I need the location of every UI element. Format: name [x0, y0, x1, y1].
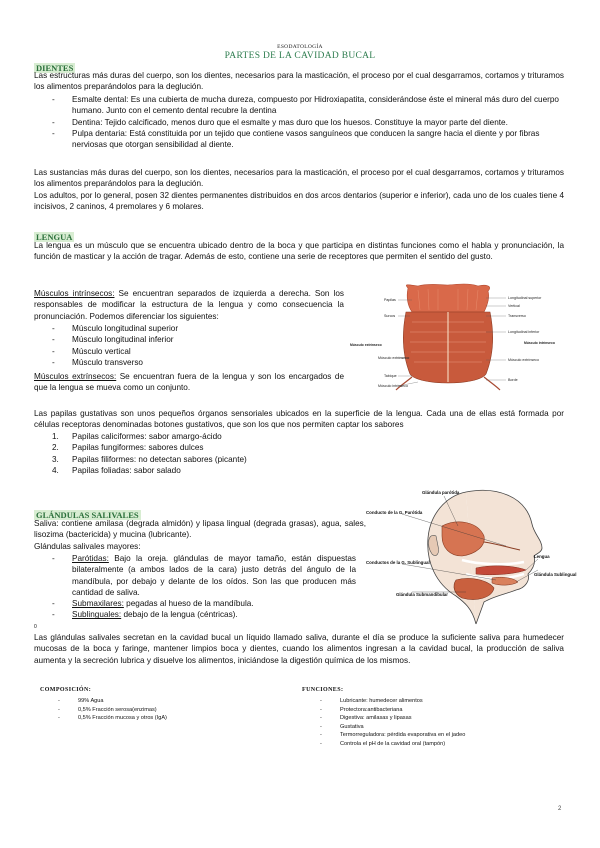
funciones-heading: FUNCIONES:	[302, 687, 344, 693]
list-item: - Esmalte dental: Es una cubierta de mucha dureza, compuesto por Hidroxiapatita, considerándose éste el mineral más duro del cuerpo humano. Junto con el cemento dental recubre la dentina	[52, 95, 559, 116]
dientes-heading: DIENTES	[36, 63, 74, 73]
side-label-right: Músculo intrínseco	[524, 341, 555, 345]
glandulas-closing: Las glándulas salivales secretan en la cavidad bucal un líquido llamado saliva, durante el día se produce la suficiente saliva para humedecer mucosas de la boca y faringe, mantener limpios boca y dientes, cuando los alimentos ingresan a la cavidad bucal, la producción de saliva aumenta y la secreción lubrica y disuelve los alimentos, iniciándose la digestión química de los mismos.	[34, 633, 564, 665]
head-outline	[466, 490, 542, 624]
label-surcos: Surcos	[384, 314, 396, 318]
label-transverso: Transverso	[508, 314, 526, 318]
label-parotida: Glándula parótida	[422, 490, 460, 495]
muscle-list	[34, 323, 334, 368]
label-conducto-parotida: Conducto de la G. Parótida	[366, 510, 423, 515]
list-item: - Submaxilares: pegadas al hueso de la mandíbula.	[52, 599, 254, 609]
subject-header: ESODATOLOGÍA	[277, 44, 323, 50]
label-tabique: Tabique	[384, 374, 397, 378]
composicion-list	[40, 697, 260, 723]
mayores-label: Glándulas salivales mayores:	[34, 542, 141, 551]
label-extrinseco-right: Músculo extrínseco	[508, 358, 539, 362]
list-item: - 0,5% Fracción serosa(enzimas)	[58, 706, 157, 713]
list-item: 2. Papilas fungiformes: sabores dulces	[52, 443, 204, 453]
dientes-repeat: Las sustancias más duras del cuerpo, son los dientes, necesarios para la masticación, el proceso por el cual desgarramos, cortamos y trituramos los alimentos preparándolos para la deglución.	[34, 168, 564, 189]
papilas-intro: Las papilas gustativas son unos pequeños órganos sensoriales ubicados en la superficie de la lengua. Cada una de ellas está formada por células receptoras denominadas botones gustativos, que son los que nos permiten captar los sabores	[34, 409, 564, 430]
label-sublingual: Glándula Sublingual	[534, 572, 577, 577]
label-long-inferior: Longitudinal inferior	[508, 330, 540, 334]
list-item: 3. Papilas filiformes: no detectan sabores (picante)	[52, 454, 247, 464]
list-item: 1. Papilas caliciformes: sabor amargo-ácido	[52, 432, 222, 441]
glandulas-list	[34, 553, 356, 621]
list-item: - Músculo transverso	[52, 357, 143, 367]
list-item: - Protectora:antibacteriana	[320, 706, 403, 713]
composicion-heading: COMPOSICIÓN:	[40, 687, 92, 693]
label-intrinseco-left: Músculo intrínseco	[378, 384, 408, 388]
label-lengua: Lengua	[534, 554, 550, 559]
extrinsecos-paragraph	[34, 371, 344, 394]
label-papilas: Papilas	[384, 298, 396, 302]
funciones-list	[302, 697, 542, 749]
list-item: - Termorreguladora: pérdida evaporativa en el jadeo	[320, 732, 466, 739]
dientes-list	[34, 94, 564, 150]
label-conductos-sublingual: Conductos de la G. Sublingual	[366, 560, 430, 565]
side-label-left: Músculo extrínseco	[350, 343, 382, 347]
list-item: - Digestiva: amilasas y lipasas	[320, 715, 412, 722]
label-vertical: Vertical	[508, 304, 520, 308]
page-number: 2	[558, 806, 562, 812]
list-item: - Músculo longitudinal superior	[52, 324, 179, 333]
label-submandibular: Glándula Submandibular	[396, 592, 448, 597]
extrinsecos-text: Se encuentran fuera de la lengua y son los encargados de que la lengua se mueva como un conjunto.	[34, 372, 345, 393]
list-item: - Dentina: Tejido calcificado, menos duro que el esmalte y mas duro que los huesos. Constituye la mayor parte del diente.	[52, 117, 508, 127]
list-item: - Pulpa dentaria: Está constituida por un tejido que contiene vasos sanguíneos que conducen la sangre hacia el diente y por fibras nerviosas que otorgan sensibilidad al diente.	[52, 128, 540, 150]
lengua-heading: LENGUA	[36, 232, 73, 242]
list-item: 4. Papilas foliadas: sabor salado	[52, 465, 181, 475]
list-item: - Controla el pH de la cavidad oral (tampón)	[320, 740, 446, 747]
list-item: - Gustativa	[320, 723, 364, 730]
label-long-superior: Longitudinal superior	[508, 296, 542, 300]
label-extrinseco-left: Músculo extrínseco	[378, 356, 409, 360]
page-title: PARTES DE LA CAVIDAD BUCAL	[224, 51, 376, 61]
dientes-intro: Las estructuras más duras del cuerpo, son los dientes, necesarios para la masticación, el proceso por el cual desgarramos, cortamos y trituramos los alimentos preparándolos para la deglución.	[34, 71, 564, 92]
salivary-glands-diagram	[366, 484, 577, 629]
glandulas-heading: GLÁNDULAS SALIVALES	[36, 510, 139, 520]
intrinsecos-text: Se encuentran separados de izquierda a derecha. Son los responsables de modificar la estructura de la lengua y como consecuencia la pronunciación. Podemos diferenciar los siguientes:	[34, 289, 344, 321]
saliva-text: Saliva: contiene amilasa (degrada almidón) y lipasa lingual (degrada grasas), agua, sales, lisozima (bactericida) y mucina (lubricante).	[34, 519, 366, 540]
stray-zero: 0	[34, 624, 37, 630]
intrinsecos-paragraph	[34, 288, 344, 322]
dientes-adults: Los adultos, por lo general, posen 32 dientes permanentes distribuidos en dos arcos dentarios (superior e inferior), cada uno de los cuales tiene 4 incisivos, 2 caninos, 4 premolares y 6 molares.	[34, 191, 564, 212]
papilas-list	[34, 431, 434, 476]
list-item: - 99% Agua	[58, 698, 104, 704]
list-item: - Parótidas: Bajo la oreja. glándulas de mayor tamaño, están dispuestas bilateralmente (a ambos lados de la cara) justo detrás del ángulo de la mandíbula, por debajo y delante de los oídos. Son las que producen más cantidad de saliva.	[52, 554, 356, 597]
label-borde: Borde	[508, 378, 518, 382]
list-item: - Lubricante: humedecer alimentos	[320, 698, 423, 704]
intrinsecos-label: Músculos intrínsecos:	[34, 289, 115, 298]
list-item: - Músculo vertical	[52, 346, 131, 356]
list-item: - 0,5% Fracción mucosa y otros (IgA)	[58, 715, 167, 722]
lengua-intro: La lengua es un músculo que se encuentra ubicado dentro de la boca y que participa en distintas funciones como el habla y pronunciación, la función de masticar y la acción de tragar. Además de esto, contiene una serie de receptores que permiten el sentido del gusto.	[34, 241, 564, 262]
extrinsecos-label: Músculos extrínsecos:	[34, 372, 117, 381]
list-item: - Sublinguales: debajo de la lengua (céntricas).	[52, 610, 238, 620]
tongue-diagram	[348, 282, 555, 392]
list-item: - Músculo longitudinal inferior	[52, 335, 174, 345]
